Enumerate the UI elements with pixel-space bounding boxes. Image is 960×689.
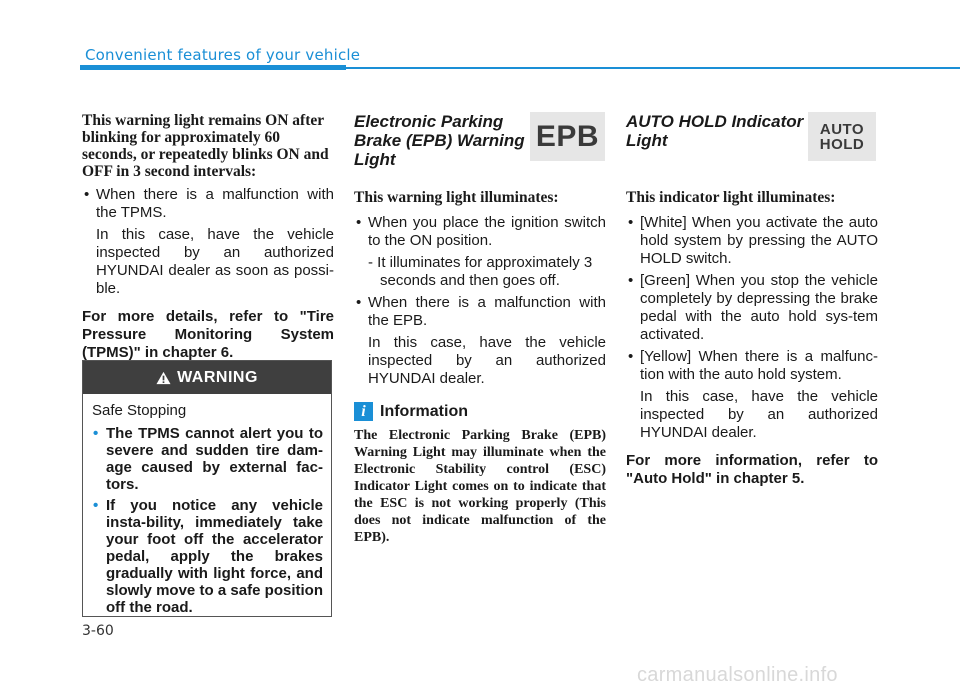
epb-sub-item: - It illuminates for approximately 3 seconds and then goes off. (368, 254, 593, 289)
tpms-reference: For more details, refer to "Tire Pressure Monitoring System (TPMS)" in chapter 6. (82, 308, 334, 361)
auto-hold-subheading: This indicator light illuminates: (626, 189, 836, 206)
epb-bullet: • When you place the ignition switch to the ON position. (354, 214, 606, 250)
warning-item: • The TPMS cannot alert you to severe and sudden tire dam-age caused by external fac-tors. (92, 425, 323, 493)
information-title: Information (380, 402, 468, 420)
warning-label: WARNING (177, 368, 258, 386)
epb-subheading: This warning light illuminates: (354, 189, 559, 206)
warning-box (82, 360, 332, 617)
tpms-bullet: • When there is a malfunction with the TPMS. (82, 186, 334, 222)
auto-hold-title: AUTO HOLD Indicator Light (626, 112, 804, 150)
auto-hold-followup: In this case, have the vehicle inspected by an authorized HYUNDAI dealer. (640, 388, 878, 441)
column-tpms (82, 112, 334, 362)
auto-hold-bullet: • [Green] When you stop the vehicle completely by depressing the brake pedal with the auto hold sys-tem activated. (626, 272, 878, 344)
auto-hold-indicator-line: AUTO (819, 120, 865, 138)
epb-indicator-label: EPB (535, 119, 600, 153)
watermark: carmanualsonline.info (637, 664, 838, 686)
warning-triangle-icon (156, 371, 171, 385)
auto-hold-reference: For more information, refer to "Auto Hold" in chapter 5. (626, 452, 878, 487)
warning-item: • If you notice any vehicle insta-bility, immediately take your foot off the accelerator pedal, apply the brakes gradually with light force, and slowly move to a safe position off the road. (92, 497, 323, 616)
tpms-intro: This warning light remains ON after blinking for approximately 60 seconds, or repeatedly blinks ON and OFF in 3 second intervals: (82, 112, 329, 180)
tpms-followup: In this case, have the vehicle inspected by an authorized HYUNDAI dealer as soon as possi-ble. (96, 226, 334, 297)
epb-indicator-icon (530, 112, 605, 161)
information-text: The Electronic Parking Brake (EPB) Warning Light may illuminate when the Electronic Stability control (ESC) Indicator Light comes on to indicate that the ESC is not working properly (This does not indicate malfunction of the EPB). (354, 428, 606, 545)
epb-title: Electronic Parking Brake (EPB) Warning Light (354, 112, 525, 169)
auto-hold-indicator-icon (808, 112, 876, 161)
information-icon: i (354, 402, 373, 421)
auto-hold-bullet: • [Yellow] When there is a malfunc-tion with the auto hold system. (626, 348, 878, 384)
warning-header (83, 361, 331, 394)
section-header-title: Convenient features of your vehicle (85, 46, 361, 64)
epb-followup: In this case, have the vehicle inspected by an authorized HYUNDAI dealer. (368, 334, 606, 387)
page-number: 3-60 (82, 623, 114, 639)
column-epb (354, 112, 606, 546)
auto-hold-indicator-line: HOLD (819, 135, 865, 153)
warning-heading: Safe Stopping (92, 402, 187, 419)
epb-bullet: • When there is a malfunction with the EPB. (354, 294, 606, 330)
column-auto-hold (626, 112, 878, 488)
auto-hold-bullet: • [White] When you activate the auto hold system by pressing the AUTO HOLD switch. (626, 214, 878, 268)
header-divider (80, 67, 960, 69)
information-heading (354, 402, 606, 421)
